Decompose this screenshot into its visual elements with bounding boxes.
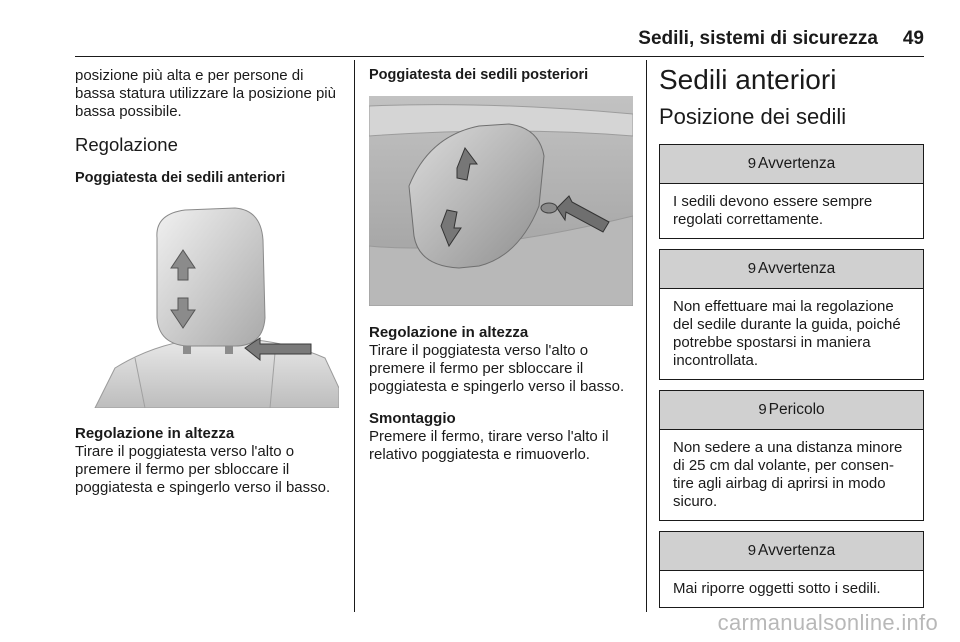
warning-box	[659, 144, 924, 239]
warning-icon: 9	[747, 155, 757, 172]
section-title: Sedili anteriori	[659, 64, 837, 95]
column-3	[659, 64, 925, 608]
adjust-heading: Regolazione in altezza	[369, 324, 529, 341]
section-heading: Regolazione	[75, 134, 178, 155]
intro-paragraph: posizione più alta e per persone di bassa statura utilizzare la posizione più bassa possibile.	[75, 67, 336, 120]
front-headrest-illustration	[75, 198, 339, 408]
adjust-text: Tirare il poggiatesta verso l'alto o premere il fermo per sbloccare il poggiatesta e spingerlo verso il basso.	[75, 443, 331, 496]
adjust-text: Tirare il poggiatesta verso l'alto o premere il fermo per sbloccare il poggiatesta e spingerlo verso il basso.	[369, 342, 625, 395]
danger-label: Pericolo	[768, 401, 825, 418]
warning-box	[659, 249, 924, 380]
danger-box	[659, 390, 924, 521]
warning-icon: 9	[747, 260, 757, 277]
warning-label: Avvertenza	[758, 542, 836, 559]
warning-icon: 9	[747, 542, 757, 559]
warning-text: Mai riporre oggetti sotto i sedili.	[673, 580, 881, 597]
section-subtitle: Posizione dei sedili	[659, 104, 847, 129]
running-header-title: Sedili, sistemi di sicurezza	[638, 28, 878, 49]
column-divider	[354, 60, 355, 612]
subsection-heading: Poggiatesta dei sedili posteriori	[369, 67, 589, 83]
page-number: 49	[902, 28, 924, 49]
column-divider	[646, 60, 647, 612]
subsection-heading: Poggiatesta dei sedili anteriori	[75, 170, 286, 186]
header-rule	[75, 56, 924, 57]
danger-text: Non sedere a una distanza minore di 25 cm dal volante, per consen-tire agli airbag di aprirsi in modo sicuro.	[673, 439, 903, 510]
warning-label: Avvertenza	[758, 260, 836, 277]
removal-text: Premere il fermo, tirare verso l'alto il relativo poggiatesta e rimuoverlo.	[369, 428, 609, 463]
warning-text: Non effettuare mai la regolazione del sedile durante la guida, poiché potrebbe spostarsi in maniera incontrollata.	[673, 298, 901, 369]
removal-heading: Smontaggio	[369, 410, 456, 427]
warning-box	[659, 531, 924, 608]
warning-text: I sedili devono essere sempre regolati correttamente.	[673, 193, 873, 228]
rear-headrest-illustration	[369, 96, 633, 306]
adjust-heading: Regolazione in altezza	[75, 425, 235, 442]
column-2	[369, 64, 634, 464]
watermark: carmanualsonline.info	[717, 610, 938, 635]
warning-label: Avvertenza	[758, 155, 836, 172]
warning-icon: 9	[758, 401, 767, 418]
column-1	[75, 64, 341, 497]
